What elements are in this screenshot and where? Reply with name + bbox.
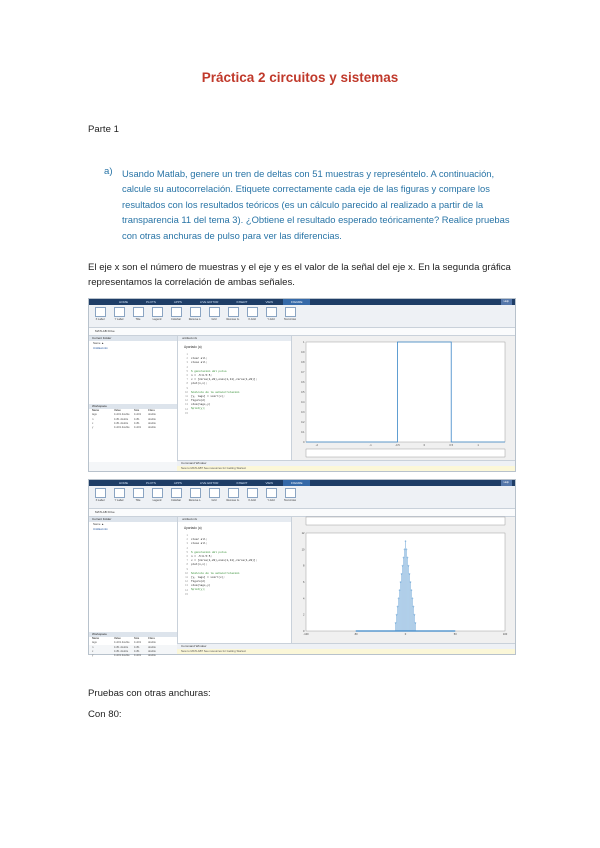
ws-cell[interactable]: 1x51 double: [114, 645, 129, 649]
toolbar-icon: [228, 488, 239, 498]
code-line[interactable]: plot(n,x);: [191, 563, 208, 567]
line-number: 6: [186, 555, 188, 559]
matlab-screenshot-2: [88, 479, 516, 658]
current-folder-header: Current Folder: [89, 517, 177, 522]
toolbar-button-text-arrow[interactable]: [283, 307, 297, 321]
ws-cell[interactable]: 1x101 double: [114, 426, 130, 430]
toolbar-button-remove-l-[interactable]: [188, 488, 202, 502]
y-tick-label: 4: [303, 597, 305, 601]
line-number: 2: [186, 538, 188, 542]
ribbon-tab-plots[interactable]: PLOTS: [146, 481, 156, 485]
live-editor: [178, 517, 292, 645]
toolbar-label: Remove L.: [188, 318, 202, 321]
y-tick-label: 0.1: [301, 431, 305, 434]
toolbar-button-remove-l-[interactable]: [188, 307, 202, 321]
code-line[interactable]: x = [zeros(1,20),ones(1,11),zeros(1,20)];: [191, 378, 258, 382]
editor-section-title: Apartado (a): [184, 526, 202, 530]
workspace-header: Workspace: [89, 632, 177, 637]
ws-cell[interactable]: double: [148, 641, 156, 645]
line-number: 12: [185, 399, 188, 403]
toolbar-label: Remove L.: [188, 499, 202, 502]
ws-cell[interactable]: x: [92, 649, 94, 653]
toolbar-button-title[interactable]: [131, 307, 145, 321]
line-number: 1: [186, 353, 188, 356]
code-line[interactable]: %cálculo de la autocorrelación: [191, 571, 240, 575]
toolbar-icon: [171, 488, 182, 498]
y-tick-label: 0.8: [301, 361, 305, 364]
y-tick-label: 1: [303, 341, 305, 344]
figure-toolbar: [89, 305, 515, 328]
x-tick-label: -1: [369, 444, 372, 447]
ws-header: Name: [92, 409, 100, 412]
con-80-label: Con 80:: [88, 709, 122, 720]
plot-svg: [292, 517, 515, 645]
toolbar-icon: [285, 488, 296, 498]
toolbar-button-legend[interactable]: [150, 307, 164, 321]
line-number: 11: [185, 576, 188, 580]
code-line[interactable]: % generación del pulso: [191, 369, 227, 373]
help-button[interactable]: Help: [501, 299, 512, 305]
toolbar-label: X Label: [95, 318, 105, 321]
ws-cell[interactable]: 1x101: [134, 641, 142, 645]
workspace-panel: [89, 404, 177, 430]
toolbar-button-colorbar[interactable]: [169, 307, 183, 321]
x-tick-label: 100: [502, 633, 508, 636]
code-line[interactable]: close all;: [191, 542, 208, 546]
editor-body: [178, 353, 291, 416]
toolbar-label: Y Label: [114, 499, 124, 502]
current-folder-header: Current Folder: [89, 336, 177, 341]
x-tick-label: -50: [353, 633, 358, 636]
toolbar-button-colorbar[interactable]: [169, 488, 183, 502]
workspace-table: [89, 409, 177, 430]
toolbar-button-x-grid[interactable]: [245, 488, 259, 502]
code-line[interactable]: n = -5:0.5:5;: [191, 373, 212, 377]
ws-cell[interactable]: 1x51: [134, 649, 140, 653]
toolbar-icon: [133, 307, 144, 317]
ws-cell[interactable]: 1x101 double: [114, 654, 130, 658]
toolbar-label: Colorbar: [171, 499, 181, 502]
editor-section-title: Apartado (a): [184, 345, 202, 349]
toolbar-button-grid[interactable]: [207, 488, 221, 502]
toolbar-label: Text Arrow: [283, 318, 297, 321]
ws-cell[interactable]: 1x51: [134, 645, 140, 649]
status-bar: New to MATLAB? See resources for Getting Started.: [177, 466, 515, 471]
toolbar-icon: [266, 307, 277, 317]
line-number: 14: [185, 588, 188, 592]
ribbon-tab-insert[interactable]: INSERT: [236, 300, 248, 304]
ws-cell[interactable]: 1x101: [134, 654, 142, 658]
y-tick-label: 0.4: [301, 401, 305, 404]
toolbar-label: Y Label: [114, 318, 124, 321]
ws-header: Size: [134, 637, 140, 640]
toolbar-icon: [285, 307, 296, 317]
toolbar-icon: [133, 488, 144, 498]
workspace-header: Workspace: [89, 404, 177, 409]
line-number: 1: [186, 534, 188, 537]
ws-header: Class: [148, 637, 155, 640]
ribbon-tab-apps[interactable]: APPS: [173, 300, 182, 304]
ws-cell[interactable]: y: [92, 426, 94, 430]
file-item[interactable]: Untitled.mlx: [93, 526, 108, 531]
line-number: 15: [185, 592, 188, 596]
toolbar-icon: [266, 488, 277, 498]
toolbar-button-y-grid[interactable]: [264, 307, 278, 321]
toolbar-button-x-grid[interactable]: [245, 307, 259, 321]
answer-text: El eje x son el número de muestras y el eje y es el valor de la señal del eje x. En la segunda gráfica representamos la correlación de ambas señales.: [88, 262, 511, 288]
y-tick-label: 0: [303, 630, 305, 633]
ws-cell[interactable]: x: [92, 421, 94, 425]
y-tick-label: 12: [301, 532, 305, 535]
code-line[interactable]: n = -5:0.5:5;: [191, 554, 212, 558]
ws-cell[interactable]: 1x51: [134, 421, 140, 425]
x-tick-label: -100: [303, 633, 309, 636]
figure-window: [292, 336, 515, 462]
x-tick-label: 50: [453, 633, 457, 636]
toolbar-label: Remove G.: [226, 318, 240, 321]
x-tick-label: 1: [477, 444, 479, 447]
line-number: 5: [186, 550, 188, 554]
matlab-screenshot-1: [88, 298, 516, 472]
y-tick-label: 0.3: [301, 411, 305, 414]
first-axes-preview: [306, 517, 505, 525]
question-marker: a): [104, 166, 113, 177]
ws-cell[interactable]: double: [148, 649, 156, 653]
ws-cell[interactable]: double: [148, 654, 156, 658]
toolbar-icon: [190, 307, 201, 317]
line-number: 11: [185, 395, 188, 399]
code-line[interactable]: %plot(y);: [191, 407, 206, 411]
editor-tab[interactable]: untitled.mlx: [178, 517, 291, 522]
ws-cell[interactable]: 1x51 double: [114, 421, 129, 425]
ribbon-tab-apps[interactable]: APPS: [173, 481, 182, 485]
toolbar-button-y-label[interactable]: [112, 488, 126, 502]
line-number: 4: [186, 365, 188, 369]
line-number: 7: [186, 559, 188, 563]
ws-cell[interactable]: lags: [92, 641, 97, 645]
toolbar-label: Legend: [152, 499, 162, 502]
toolbar-label: Y-Grid: [267, 499, 275, 502]
toolbar-button-remove-g-[interactable]: [226, 307, 240, 321]
code-line[interactable]: clear all;: [191, 538, 208, 542]
ws-cell[interactable]: 1x101: [134, 426, 142, 430]
ws-cell[interactable]: 1x51 double: [114, 417, 129, 421]
line-number: 14: [185, 407, 188, 411]
ws-cell[interactable]: double: [148, 421, 156, 425]
ribbon-tab-view[interactable]: VIEW: [265, 481, 274, 485]
line-number: 3: [186, 361, 188, 365]
ws-cell[interactable]: n: [92, 645, 94, 649]
y-tick-label: 10: [301, 548, 305, 552]
toolbar-icon: [114, 488, 125, 498]
file-item[interactable]: Untitled.mlx: [93, 345, 108, 350]
left-panel: [89, 517, 178, 658]
command-window-header[interactable]: Command Window: [177, 460, 515, 466]
line-number: 8: [186, 563, 188, 567]
code-line[interactable]: plot(n,x);: [191, 382, 208, 386]
toolbar-label: X-Grid: [248, 499, 256, 502]
folder-column-header[interactable]: Name ▲: [93, 341, 105, 345]
y-tick-label: 0.7: [301, 371, 305, 374]
plot-axes: [306, 342, 505, 442]
line-number: 7: [186, 378, 188, 382]
ribbon-tab-view[interactable]: VIEW: [265, 300, 274, 304]
editor-body: [178, 534, 291, 597]
line-numbers: [180, 353, 191, 416]
code-line[interactable]: [y, lags] = xcorr(x);: [191, 575, 225, 579]
line-number: 5: [186, 369, 188, 373]
command-window-header[interactable]: Command Window: [177, 643, 515, 649]
section-heading: Parte 1: [88, 124, 119, 135]
toolbar-icon: [171, 307, 182, 317]
line-number: 8: [186, 382, 188, 386]
toolbar-label: Text Arrow: [283, 499, 297, 502]
y-tick-label: 0.5: [301, 391, 305, 394]
toolbar-label: X-Grid: [248, 318, 256, 321]
ws-cell[interactable]: double: [148, 426, 156, 430]
ws-cell[interactable]: 1x101: [134, 413, 142, 417]
ws-cell[interactable]: double: [148, 417, 156, 421]
y-tick-label: 2: [303, 613, 305, 617]
line-numbers: [180, 534, 191, 597]
matlab-main: [89, 336, 515, 462]
code-line[interactable]: [y, lags] = xcorr(x);: [191, 394, 225, 398]
ribbon-tab-home[interactable]: HOME: [119, 300, 128, 304]
toolbar-label: Grid: [211, 318, 217, 321]
code-line[interactable]: figure(2): [191, 580, 206, 584]
ws-cell[interactable]: 1x101 double: [114, 641, 130, 645]
toolbar-button-legend[interactable]: [150, 488, 164, 502]
ribbon-tab-insert[interactable]: INSERT: [236, 481, 248, 485]
code-line[interactable]: clear all;: [191, 357, 208, 361]
toolbar-icon: [95, 307, 106, 317]
second-axes-preview: [306, 449, 505, 457]
ws-cell[interactable]: lags: [92, 413, 97, 417]
toolbar-label: Title: [135, 499, 141, 502]
toolbar-icon: [247, 307, 258, 317]
toolbar-icon: [95, 488, 106, 498]
tests-label: Pruebas con otras anchuras:: [88, 688, 211, 699]
toolbar-button-y-label[interactable]: [112, 307, 126, 321]
figure-toolbar: [89, 486, 515, 509]
toolbar-label: Remove G.: [226, 499, 240, 502]
code-area[interactable]: [191, 353, 257, 416]
line-number: 10: [185, 571, 188, 575]
plot-svg: [292, 336, 515, 462]
code-line[interactable]: stem(lags,y): [191, 584, 211, 588]
toolbar-icon: [152, 488, 163, 498]
y-tick-label: 0.2: [301, 421, 305, 424]
line-number: 10: [185, 390, 188, 394]
y-tick-label: 8: [303, 564, 305, 568]
toolbar-label: Grid: [211, 499, 217, 502]
toolbar-label: Title: [135, 318, 141, 321]
y-tick-label: 0: [303, 441, 305, 444]
ws-header: Value: [114, 409, 121, 412]
line-number: 4: [186, 546, 188, 550]
left-panel: [89, 336, 178, 462]
ws-header: Value: [114, 637, 121, 640]
ws-cell[interactable]: y: [92, 654, 94, 658]
line-number: 12: [185, 580, 188, 584]
figure-window: [292, 517, 515, 645]
live-editor: [178, 336, 292, 462]
ws-header: Size: [134, 409, 140, 412]
line-number: 9: [186, 386, 188, 390]
question-text: Usando Matlab, genere un tren de deltas con 51 muestras y represéntelo. A continuación, calcule su autocorrelación. Etiquete correctamente cada eje de las figuras y compare los resultados con los resultados teóricos (es un cálculo parecido al realizado a partir de la transparencia 11 del tema 3). ¿Obtiene el resultado esperado teóricamente? Realice pruebas con otras anchuras de pulso para ver las diferencias.: [122, 168, 510, 241]
code-line[interactable]: %plot(y);: [191, 588, 206, 592]
ribbon-tab-plots[interactable]: PLOTS: [146, 300, 156, 304]
x-tick-label: 0: [404, 633, 407, 636]
x-tick-label: -2: [315, 444, 318, 447]
x-tick-label: 0.5: [449, 444, 454, 447]
ws-header: Name: [92, 637, 100, 640]
workspace-table: [89, 637, 177, 658]
toolbar-icon: [228, 307, 239, 317]
toolbar-icon: [190, 488, 201, 498]
x-tick-label: -0.5: [395, 444, 400, 447]
address-bar[interactable]: MATLAB Drive: [89, 509, 515, 517]
toolbar-button-y-grid[interactable]: [264, 488, 278, 502]
toolbar-button-x-label[interactable]: [93, 488, 107, 502]
line-number: 6: [186, 374, 188, 378]
ws-cell[interactable]: double: [148, 645, 156, 649]
line-number: 13: [185, 584, 188, 588]
status-bar: New to MATLAB? See resources for Getting Started.: [177, 649, 515, 654]
toolbar-icon: [114, 307, 125, 317]
x-tick-label: 0: [423, 444, 426, 447]
toolbar-icon: [209, 307, 220, 317]
code-area[interactable]: [191, 534, 257, 597]
toolbar-label: X Label: [95, 499, 105, 502]
y-tick-label: 0.6: [301, 381, 305, 384]
ws-cell[interactable]: 1x51 double: [114, 649, 129, 653]
y-tick-label: 0.9: [301, 351, 305, 354]
code-line[interactable]: figure(2): [191, 399, 206, 403]
workspace-panel: [89, 632, 177, 658]
toolbar-button-grid[interactable]: [207, 307, 221, 321]
toolbar-icon: [247, 488, 258, 498]
line-number: 9: [186, 567, 188, 571]
toolbar-icon: [152, 307, 163, 317]
toolbar-label: Y-Grid: [267, 318, 275, 321]
ws-cell[interactable]: 1x51: [134, 417, 140, 421]
line-number: 15: [185, 411, 188, 415]
ribbon-tab-live-editor[interactable]: LIVE EDITOR: [199, 300, 219, 304]
ws-cell[interactable]: 1x101 double: [114, 413, 130, 417]
ribbon-tab-figure[interactable]: FIGURE: [283, 299, 310, 305]
ws-cell[interactable]: double: [148, 413, 156, 417]
folder-column-header[interactable]: Name ▲: [93, 522, 105, 526]
code-line[interactable]: close all;: [191, 361, 208, 365]
toolbar-button-title[interactable]: [131, 488, 145, 502]
toolbar-button-x-label[interactable]: [93, 307, 107, 321]
y-tick-label: 6: [303, 581, 305, 584]
code-line[interactable]: x = [zeros(1,20),ones(1,11),zeros(1,20)];: [191, 559, 258, 563]
code-line[interactable]: %cálculo de la autocorrelación: [191, 390, 240, 394]
toolbar-label: Colorbar: [171, 318, 181, 321]
ws-cell[interactable]: n: [92, 417, 94, 421]
toolbar-label: Legend: [152, 318, 162, 321]
document-title: Práctica 2 circuitos y sistemas: [201, 70, 399, 85]
help-button[interactable]: Help: [501, 480, 512, 486]
ribbon-tab-home[interactable]: HOME: [119, 481, 128, 485]
ribbon-tab-figure[interactable]: FIGURE: [283, 480, 310, 486]
code-line[interactable]: % generación del pulso: [191, 550, 227, 554]
line-number: 2: [186, 357, 188, 361]
line-number: 13: [185, 403, 188, 407]
toolbar-button-text-arrow[interactable]: [283, 488, 297, 502]
ribbon-tab-live-editor[interactable]: LIVE EDITOR: [199, 481, 219, 485]
toolbar-icon: [209, 488, 220, 498]
ws-header: Class: [148, 409, 155, 412]
line-number: 3: [186, 542, 188, 546]
code-line[interactable]: stem(lags,y): [191, 403, 211, 407]
address-bar[interactable]: MATLAB Drive: [89, 328, 515, 336]
toolbar-button-remove-g-[interactable]: [226, 488, 240, 502]
editor-tab[interactable]: untitled.mlx: [178, 336, 291, 341]
